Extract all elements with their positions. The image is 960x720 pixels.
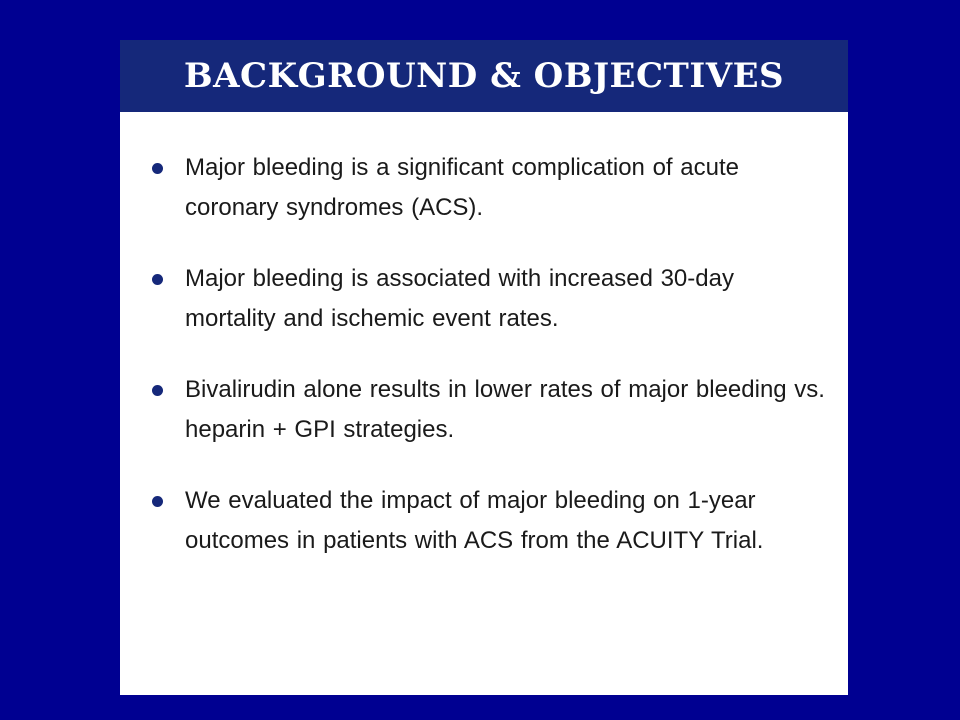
bullet-text: Major bleeding is associated with increased 30-day mortality and ischemic event rates. [185, 265, 734, 332]
bullet-item [148, 370, 828, 450]
title-bar [120, 40, 848, 112]
bullet-list [148, 148, 828, 592]
bullet-text: Bivalirudin alone results in lower rates of major bleeding vs. heparin + GPI strategies. [185, 376, 825, 443]
bullet-text: We evaluated the impact of major bleeding on 1-year outcomes in patients with ACS from the ACUITY Trial. [185, 487, 764, 554]
bullet-dot-icon [152, 385, 163, 396]
bullet-dot-icon [152, 496, 163, 507]
bullet-item [148, 148, 828, 228]
slide-panel [120, 40, 848, 695]
slide-title: BACKGROUND & OBJECTIVES [183, 56, 785, 96]
bullet-dot-icon [152, 274, 163, 285]
bullet-dot-icon [152, 163, 163, 174]
bullet-item [148, 481, 828, 561]
bullet-item [148, 259, 828, 339]
bullet-text: Major bleeding is a significant complication of acute coronary syndromes (ACS). [185, 154, 739, 221]
